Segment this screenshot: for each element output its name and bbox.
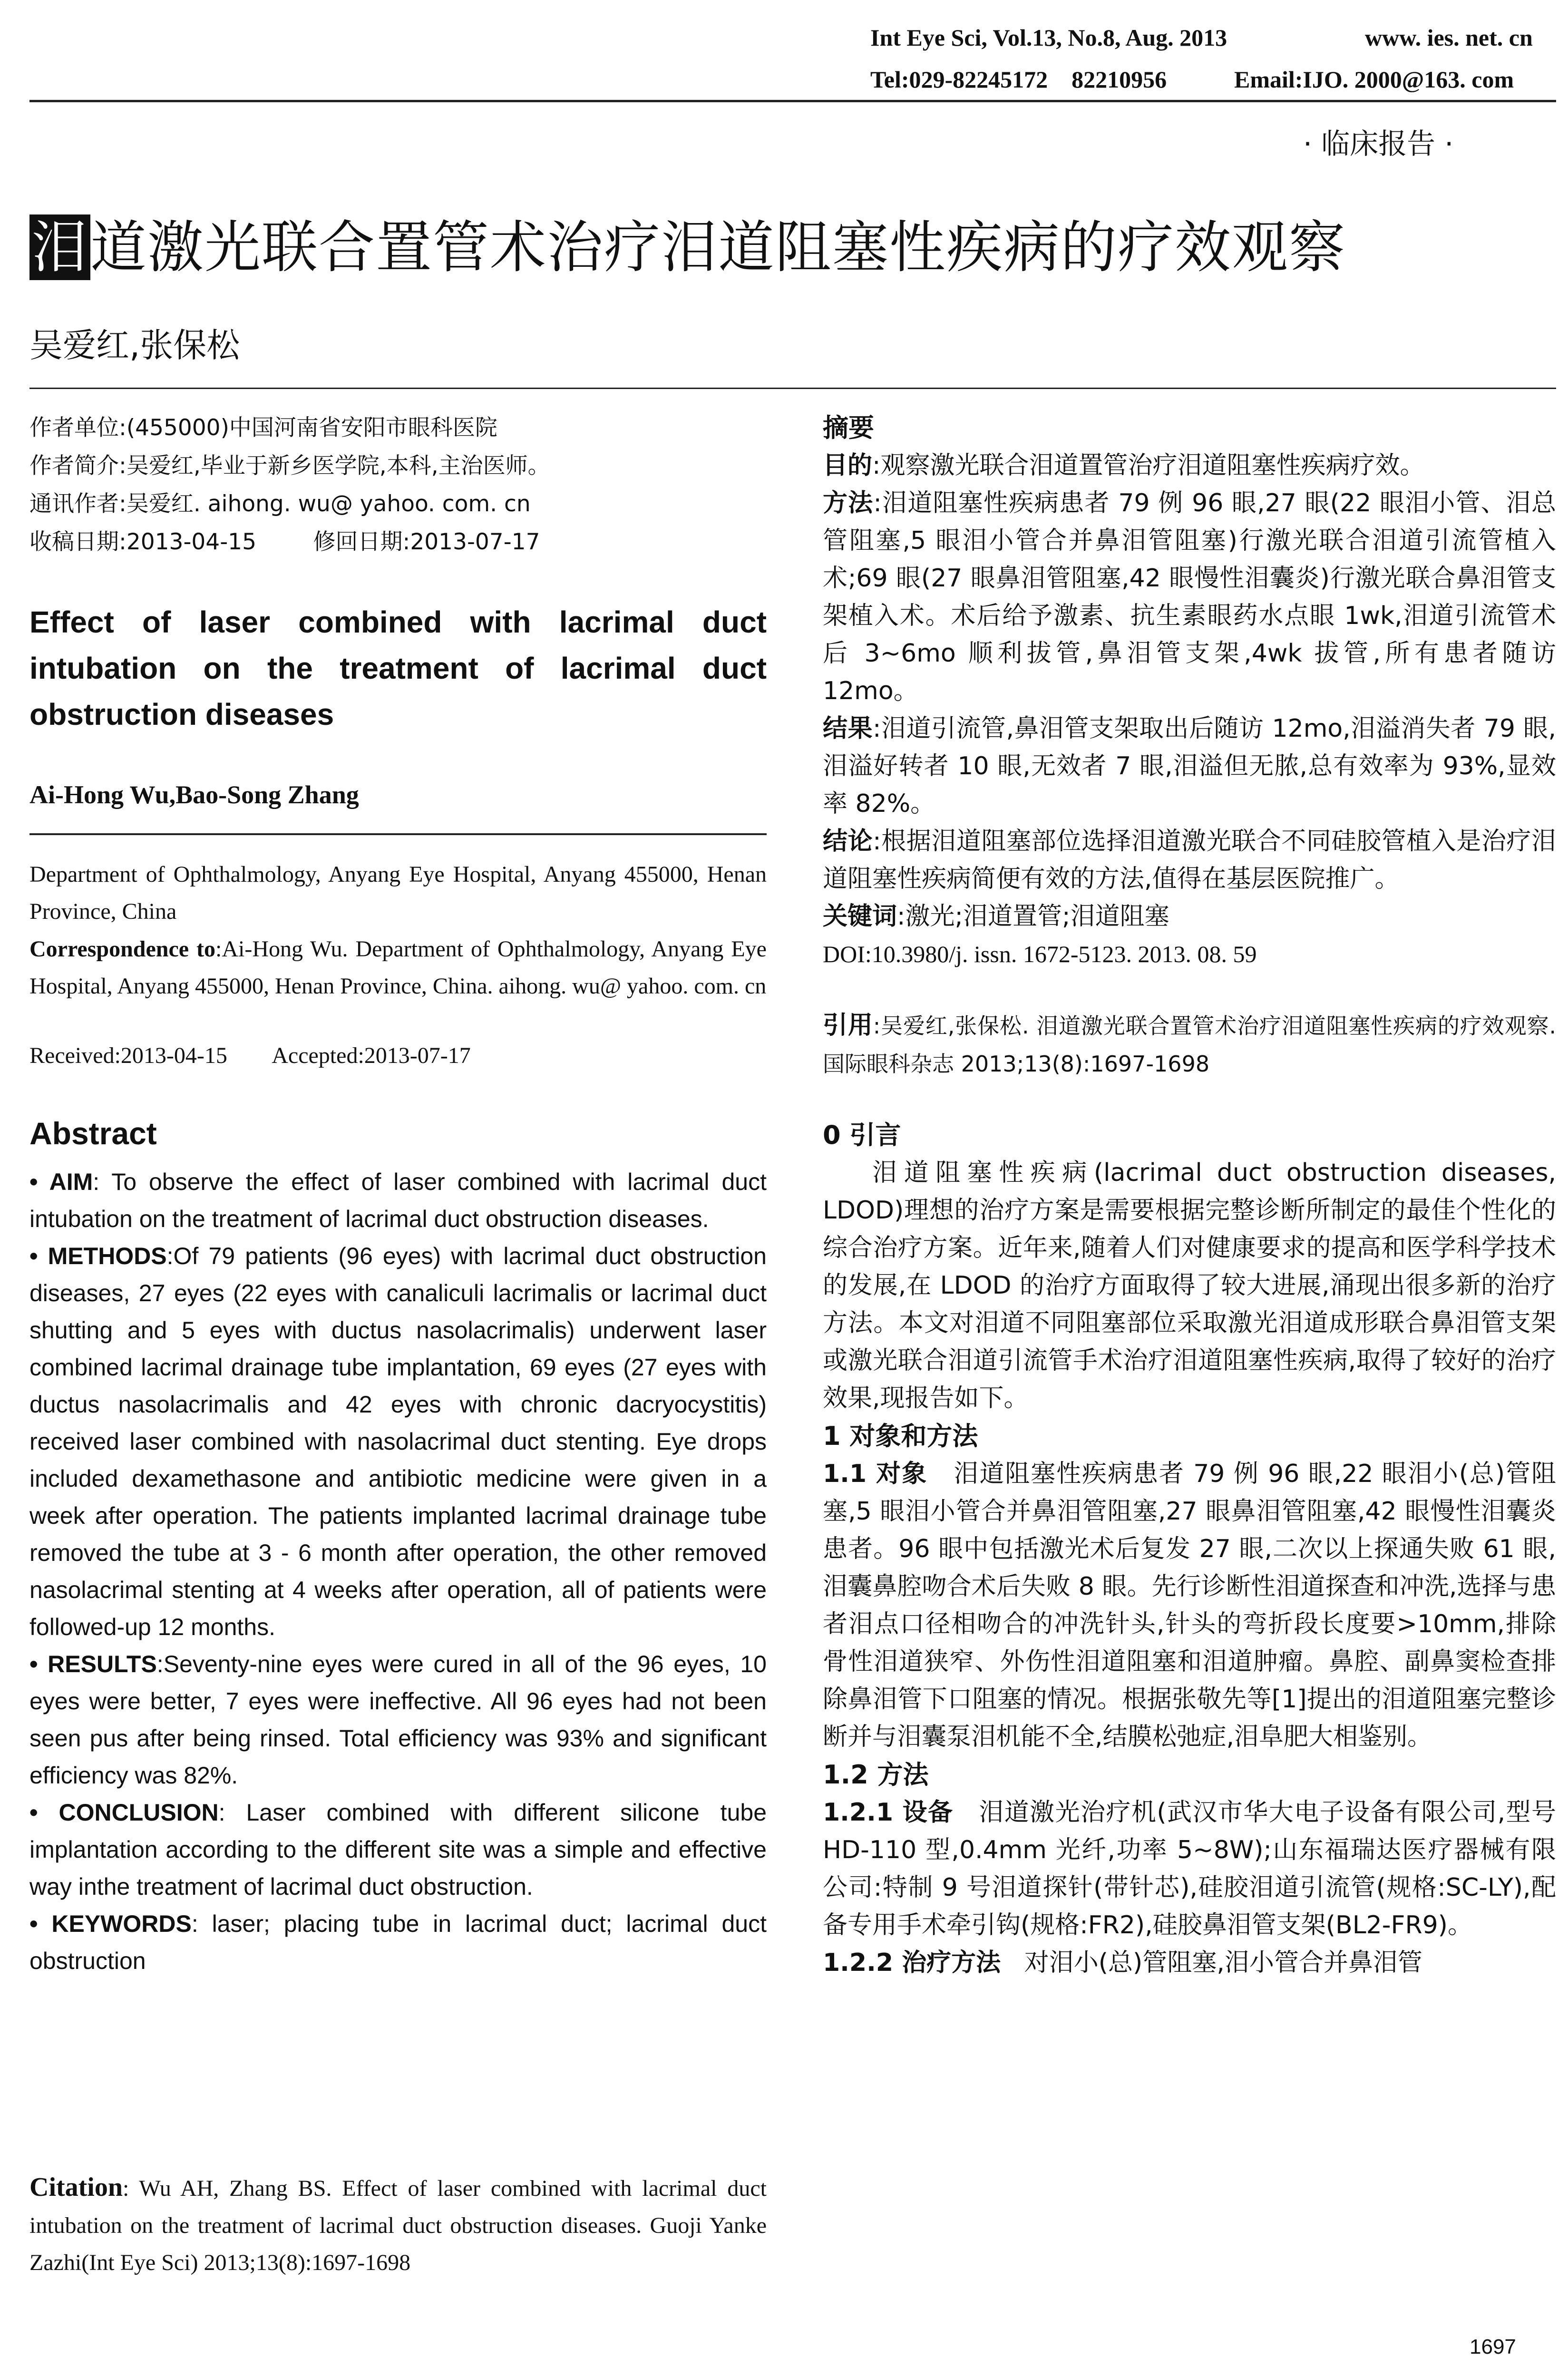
meta-author-bio: 作者简介:吴爱红,毕业于新乡医学院,本科,主治医师。 <box>29 453 550 479</box>
en-correspondence-label: Correspondence to <box>29 936 216 962</box>
subsection-1-1: 1.1 对象 泪道阻塞性疾病患者 79 例 96 眼,22 眼泪小(总)管阻塞,5 眼泪小管合并鼻泪管阻塞,27 眼鼻泪管阻塞,42 眼慢性泪囊炎患者。96 眼中包括激光术后复发 27 眼,二次以上探通失败 61 眼,泪囊鼻腔吻合术后失败 8 眼。先行诊断性泪道探查和冲洗,选择与患者泪点口径相吻合的冲洗针头,针头的弯折段长度要>10mm,排除骨性泪道狭窄、外伤性泪道阻塞和泪道肿瘤。鼻腔、副鼻窦检查排除鼻泪管下口阻塞的情况。根据张敬先等[1]提出的泪道阻塞完整诊断并与泪囊泵泪机能不全,结膜松弛症,泪阜肥大相鉴别。 <box>823 1460 1556 1751</box>
subsection-1-2-heading: 1.2 方法 <box>823 1760 929 1790</box>
left-meta <box>29 409 767 561</box>
journal-header-line1-right: www. ies. net. cn <box>1365 24 1533 51</box>
meta-affiliation: 作者单位:(455000)中国河南省安阳市眼科医院 <box>29 415 497 441</box>
en-correspondence-text: :Ai-Hong Wu. Department of Ophthalmology, Anyang Eye Hospital, Anyang 455000, Henan Province, China. aihong. wu@ yahoo. com. cn <box>29 936 767 999</box>
cn-doi: DOI:10.3980/j. issn. 1672-5123. 2013. 08. 59 <box>823 941 1257 967</box>
subsection-1-2-2: 1.2.2 治疗方法 对泪小(总)管阻塞,泪小管合并鼻泪管 <box>823 1948 1422 1977</box>
abstract-keywords: • KEYWORDS: laser; placing tube in lacrimal duct; lacrimal duct obstruction <box>29 1910 767 1974</box>
page-number: 1697 <box>1470 2335 1516 2358</box>
intro-heading: 0 引言 <box>823 1120 901 1150</box>
en-title: Effect of laser combined with lacrimal duct intubation on the treatment of lacrimal duct obstruction diseases <box>29 605 767 731</box>
cn-citation-text: :吴爱红,张保松. 泪道激光联合置管术治疗泪道阻塞性疾病的疗效观察. 国际眼科杂志 2013;13(8):1697-1698 <box>823 1013 1556 1077</box>
right-column <box>823 409 1556 1982</box>
cn-abstract-conclusion: 结论:根据泪道阻塞部位选择泪道激光联合不同硅胶管植入是治疗泪道阻塞性疾病简便有效的方法,值得在基层医院推广。 <box>823 827 1556 893</box>
en-citation <box>29 2169 767 2281</box>
cn-abstract-keywords: 关键词:激光;泪道置管;泪道阻塞 <box>823 902 1169 931</box>
cn-citation-label: 引用 <box>823 1011 873 1040</box>
en-citation-label: Citation <box>29 2172 123 2202</box>
authors-rule <box>29 388 1556 389</box>
cn-abstract-results: 结果:泪道引流管,鼻泪管支架取出后随访 12mo,泪溢消失者 79 眼,泪溢好转者 10 眼,无效者 7 眼,泪溢但无脓,总有效率为 93%,显效率 82%。 <box>823 714 1556 818</box>
abstract-heading: Abstract <box>29 1116 157 1151</box>
title-first-char: 泪 <box>29 214 90 280</box>
abstract-body <box>29 1163 767 1979</box>
intro-text: 泪道阻塞性疾病(lacrimal duct obstruction diseases, LDOD)理想的治疗方案是需要根据完整诊断所制定的最佳个性化的综合治疗方案。近年来,随着人们对健康要求的提高和医学科学技术的发展,在 LDOD 的治疗方面取得了较大进展,涌现出很多新的治疗方法。本文对泪道不同阻塞部位采取激光泪道成形联合鼻泪管支架或激光联合泪道引流管手术治疗泪道阻塞性疾病,取得了较好的治疗效果,现报告如下。 <box>823 1159 1556 1413</box>
meta-dates: 收稿日期:2013-04-15 修回日期:2013-07-17 <box>29 529 540 555</box>
cn-abstract-heading: 摘要 <box>823 413 874 443</box>
en-affiliation: Department of Ophthalmology, Anyang Eye Hospital, Anyang 455000, Henan Province, China <box>29 862 767 924</box>
en-authors-rule <box>29 833 767 835</box>
abstract-aim: • AIM: To observe the effect of laser combined with lacrimal duct intubation on the treatment of lacrimal duct obstruction diseases. <box>29 1169 767 1232</box>
subsection-1-2-1: 1.2.1 设备 泪道激光治疗机(武汉市华大电子设备有限公司,型号 HD-110 型,0.4mm 光纤,功率 5~8W);山东福瑞达医疗器械有限公司:特制 9 号泪道探针(带针芯),硅胶泪道引流管(规格:SC-LY),配备专用手术牵引钩(规格:FR2),硅胶鼻泪管支架(BL2-FR9)。 <box>823 1798 1556 1939</box>
en-citation-text: : Wu AH, Zhang BS. Effect of laser combined with lacrimal duct intubation on the treatment of lacrimal duct obstruction diseases. Guoji Yanke Zazhi(Int Eye Sci) 2013;13(8):1697-1698 <box>29 2176 767 2275</box>
methods-heading: 1 对象和方法 <box>823 1421 978 1451</box>
authors-cn: 吴爱红,张保松 <box>29 326 240 365</box>
header-rule <box>29 100 1556 102</box>
abstract-conclusion: • CONCLUSION: Laser combined with different silicone tube implantation according to the different site was a simple and effective way inthe treatment of lacrimal duct obstruction. <box>29 1799 767 1900</box>
abstract-methods: • METHODS:Of 79 patients (96 eyes) with lacrimal duct obstruction diseases, 27 eyes (22 eyes with canaliculi lacrimalis or lacrimal duct shutting and 5 eyes with ductus nasolacrimalis) underwent laser combined lacrimal drainage tube implantation, 69 eyes (27 eyes with ductus nasolacrimalis and 42 eyes with chronic dacryocystitis) received laser combined with nasolacrimal duct stenting. Eye drops included dexamethasone and antibiotic medicine were given in a week after operation. The patients implanted lacrimal drainage tube removed the tube at 3 - 6 month after operation, the other removed nasolacrimal stenting at 4 weeks after operation, all of patients were followed-up 12 months. <box>29 1243 767 1640</box>
title-rest: 道激光联合置管术治疗泪道阻塞性疾病的疗效观察 <box>90 214 1346 280</box>
en-received: Received:2013-04-15 Accepted:2013-07-17 <box>29 1043 471 1068</box>
cn-abstract-methods: 方法:泪道阻塞性疾病患者 79 例 96 眼,27 眼(22 眼泪小管、泪总管阻塞,5 眼泪小管合并鼻泪管阻塞)行激光联合泪道引流管植入术;69 眼(27 眼鼻泪管阻塞,42 眼慢性泪囊炎)行激光联合鼻泪管支架植入术。术后给予激素、抗生素眼药水点眼 1wk,泪道引流管术后 3~6mo 顺利拔管,鼻泪管支架,4wk 拔管,所有患者随访 12mo。 <box>823 489 1556 705</box>
cn-abstract-aim: 目的:观察激光联合泪道置管治疗泪道阻塞性疾病疗效。 <box>823 451 1425 480</box>
journal-header-line1-left: Int Eye Sci, Vol.13, No.8, Aug. 2013 <box>870 24 1227 51</box>
en-authors: Ai-Hong Wu,Bao-Song Zhang <box>29 780 359 809</box>
journal-header-line2-right: Email:IJO. 2000@163. com <box>1234 66 1514 93</box>
journal-header-line2-left: Tel:029-82245172 82210956 <box>870 66 1167 93</box>
en-correspondence <box>29 931 767 1005</box>
abstract-results: • RESULTS:Seventy-nine eyes were cured in all of the 96 eyes, 10 eyes were better, 7 eyes were ineffective. All 96 eyes had not been seen pus after being rinsed. Total efficiency was 93% and significant efficiency was 82%. <box>29 1651 767 1789</box>
cn-citation <box>823 1006 1556 1083</box>
section-label: · 临床报告 · <box>1303 127 1454 161</box>
meta-correspondence: 通讯作者:吴爱红. aihong. wu@ yahoo. com. cn <box>29 491 531 517</box>
article-title <box>29 202 1346 283</box>
